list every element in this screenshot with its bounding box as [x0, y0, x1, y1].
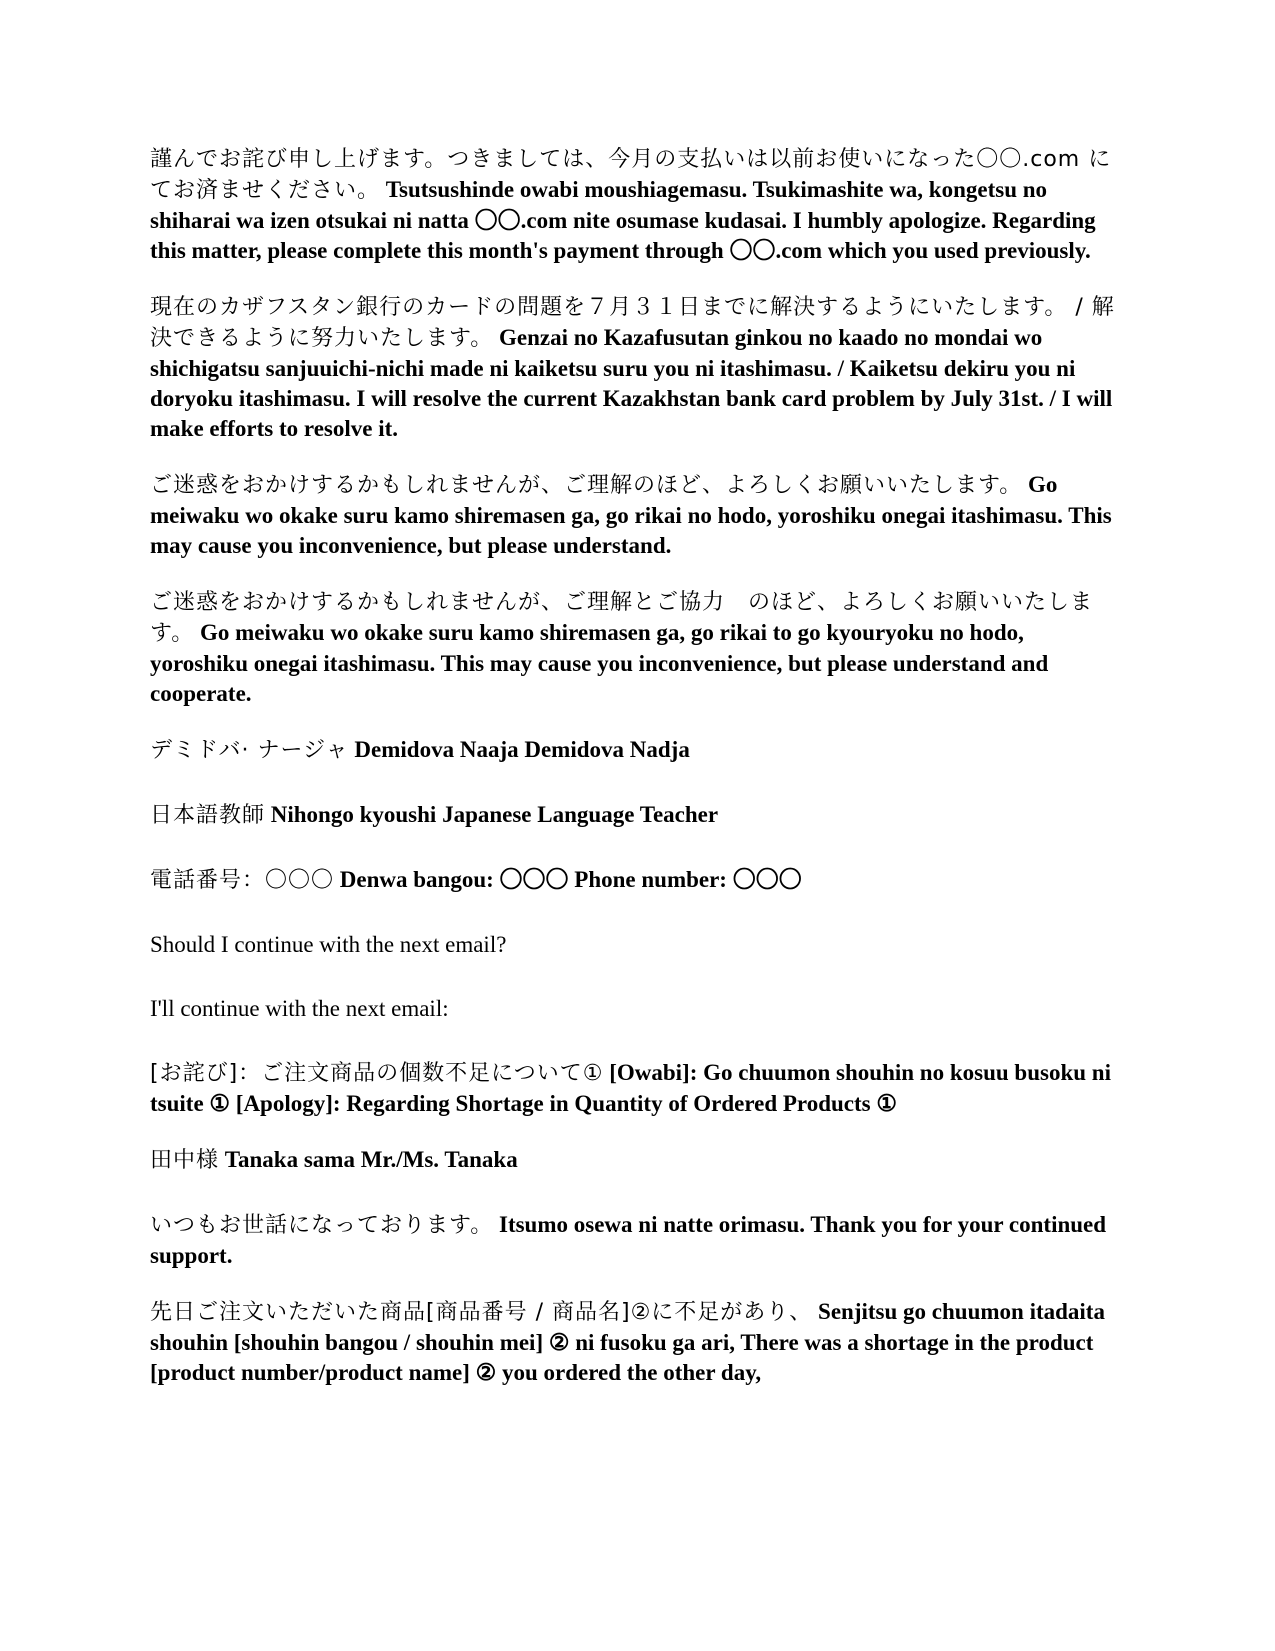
japanese-text: 現在のカザフスタン銀行のカードの問題を７月３１日までに解決するようにいたします。 / 解決できるように努力いたします。: [150, 295, 1115, 351]
romaji-translation-text: Nihongo kyoushi Japanese Language Teacher: [270, 802, 719, 827]
document-page: [150, 144, 1125, 1414]
paragraph-inconvenience: [150, 470, 1125, 561]
signature-phone: [150, 865, 1125, 896]
japanese-text: デミドバ· ナージャ: [150, 738, 349, 763]
romaji-translation-text: Denwa bangou: 〇〇〇 Phone number: 〇〇〇: [339, 867, 802, 892]
email-greeting-name: [150, 1145, 1125, 1176]
romaji-translation-text: Tanaka sama Mr./Ms. Tanaka: [224, 1147, 518, 1172]
romaji-translation-text: Demidova Naaja Demidova Nadja: [354, 737, 690, 762]
romaji-translation-text: Itsumo osewa ni natte orimasu. Thank you for your continued support.: [150, 1212, 1107, 1268]
romaji-translation-text: Go meiwaku wo okake suru kamo shiremasen ga, go rikai to go kyouryoku no hodo, yoroshiku onegai itashimasu. This may cause you inconvenience, but please understand and cooperate.: [150, 620, 1049, 706]
continue-question: Should I continue with the next email?: [150, 932, 507, 957]
japanese-text: ご迷惑をおかけするかもしれませんが、ご理解とご協力 のほど、よろしくお願いいたします。: [150, 590, 1094, 646]
japanese-text: 日本語教師: [150, 803, 266, 828]
romaji-translation-text: Go meiwaku wo okake suru kamo shiremasen ga, go rikai no hodo, yoroshiku onegai itashimasu. This may cause you inconvenience, but please understand.: [150, 472, 1112, 558]
email-subject: [150, 1058, 1125, 1119]
signature-title: [150, 800, 1125, 831]
japanese-text: [お詫び]：ご注文商品の個数不足について①: [150, 1061, 604, 1086]
japanese-text: 先日ご注文いただいた商品[商品番号 / 商品名]②に不足があり、: [150, 1300, 813, 1325]
romaji-translation-text: Senjitsu go chuumon itadaita shouhin [shouhin bangou / shouhin mei] ② ni fusoku ga ari, There was a shortage in the product [product number/product name] ② you ordered the other day,: [150, 1299, 1105, 1385]
japanese-text: 謹んでお詫び申し上げます。つきましては、今月の支払いは以前お使いになった〇〇.com にてお済ませください。: [150, 147, 1112, 203]
signature-name: [150, 735, 1125, 766]
romaji-translation-text: Tsutsushinde owabi moushiagemasu. Tsukimashite wa, kongetsu no shiharai wa izen otsukai ni natta 〇〇.com nite osumase kudasai. I humbly apologize. Regarding this matter, please complete this month's payment through 〇〇.com which you used previously.: [150, 177, 1096, 263]
japanese-text: ご迷惑をおかけするかもしれませんが、ご理解のほど、よろしくお願いいたします。: [150, 473, 1023, 498]
paragraph-inconvenience-cooperate: [150, 587, 1125, 709]
email-shortage-line: [150, 1297, 1125, 1388]
paragraph-bank-card-problem: [150, 292, 1125, 444]
japanese-text: いつもお世話になっております。: [150, 1213, 494, 1238]
paragraph-payment-apology: [150, 144, 1125, 266]
romaji-translation-text: Genzai no Kazafusutan ginkou no kaado no mondai wo shichigatsu sanjuuichi-nichi made ni kaiketsu suru you ni itashimasu. / Kaiketsu dekiru you ni doryoku itashimasu. I will resolve the current Kazakhstan bank card problem by July 31st. / I will make efforts to resolve it.: [150, 325, 1113, 441]
email-opening-line: [150, 1210, 1125, 1271]
continue-statement: I'll continue with the next email:: [150, 996, 449, 1021]
japanese-text: 電話番号：〇〇〇: [150, 868, 335, 893]
romaji-translation-text: [Owabi]: Go chuumon shouhin no kosuu busoku ni tsuite ① [Apology]: Regarding Shortage in Quantity of Ordered Products ①: [150, 1060, 1111, 1116]
japanese-text: 田中様: [150, 1148, 220, 1173]
